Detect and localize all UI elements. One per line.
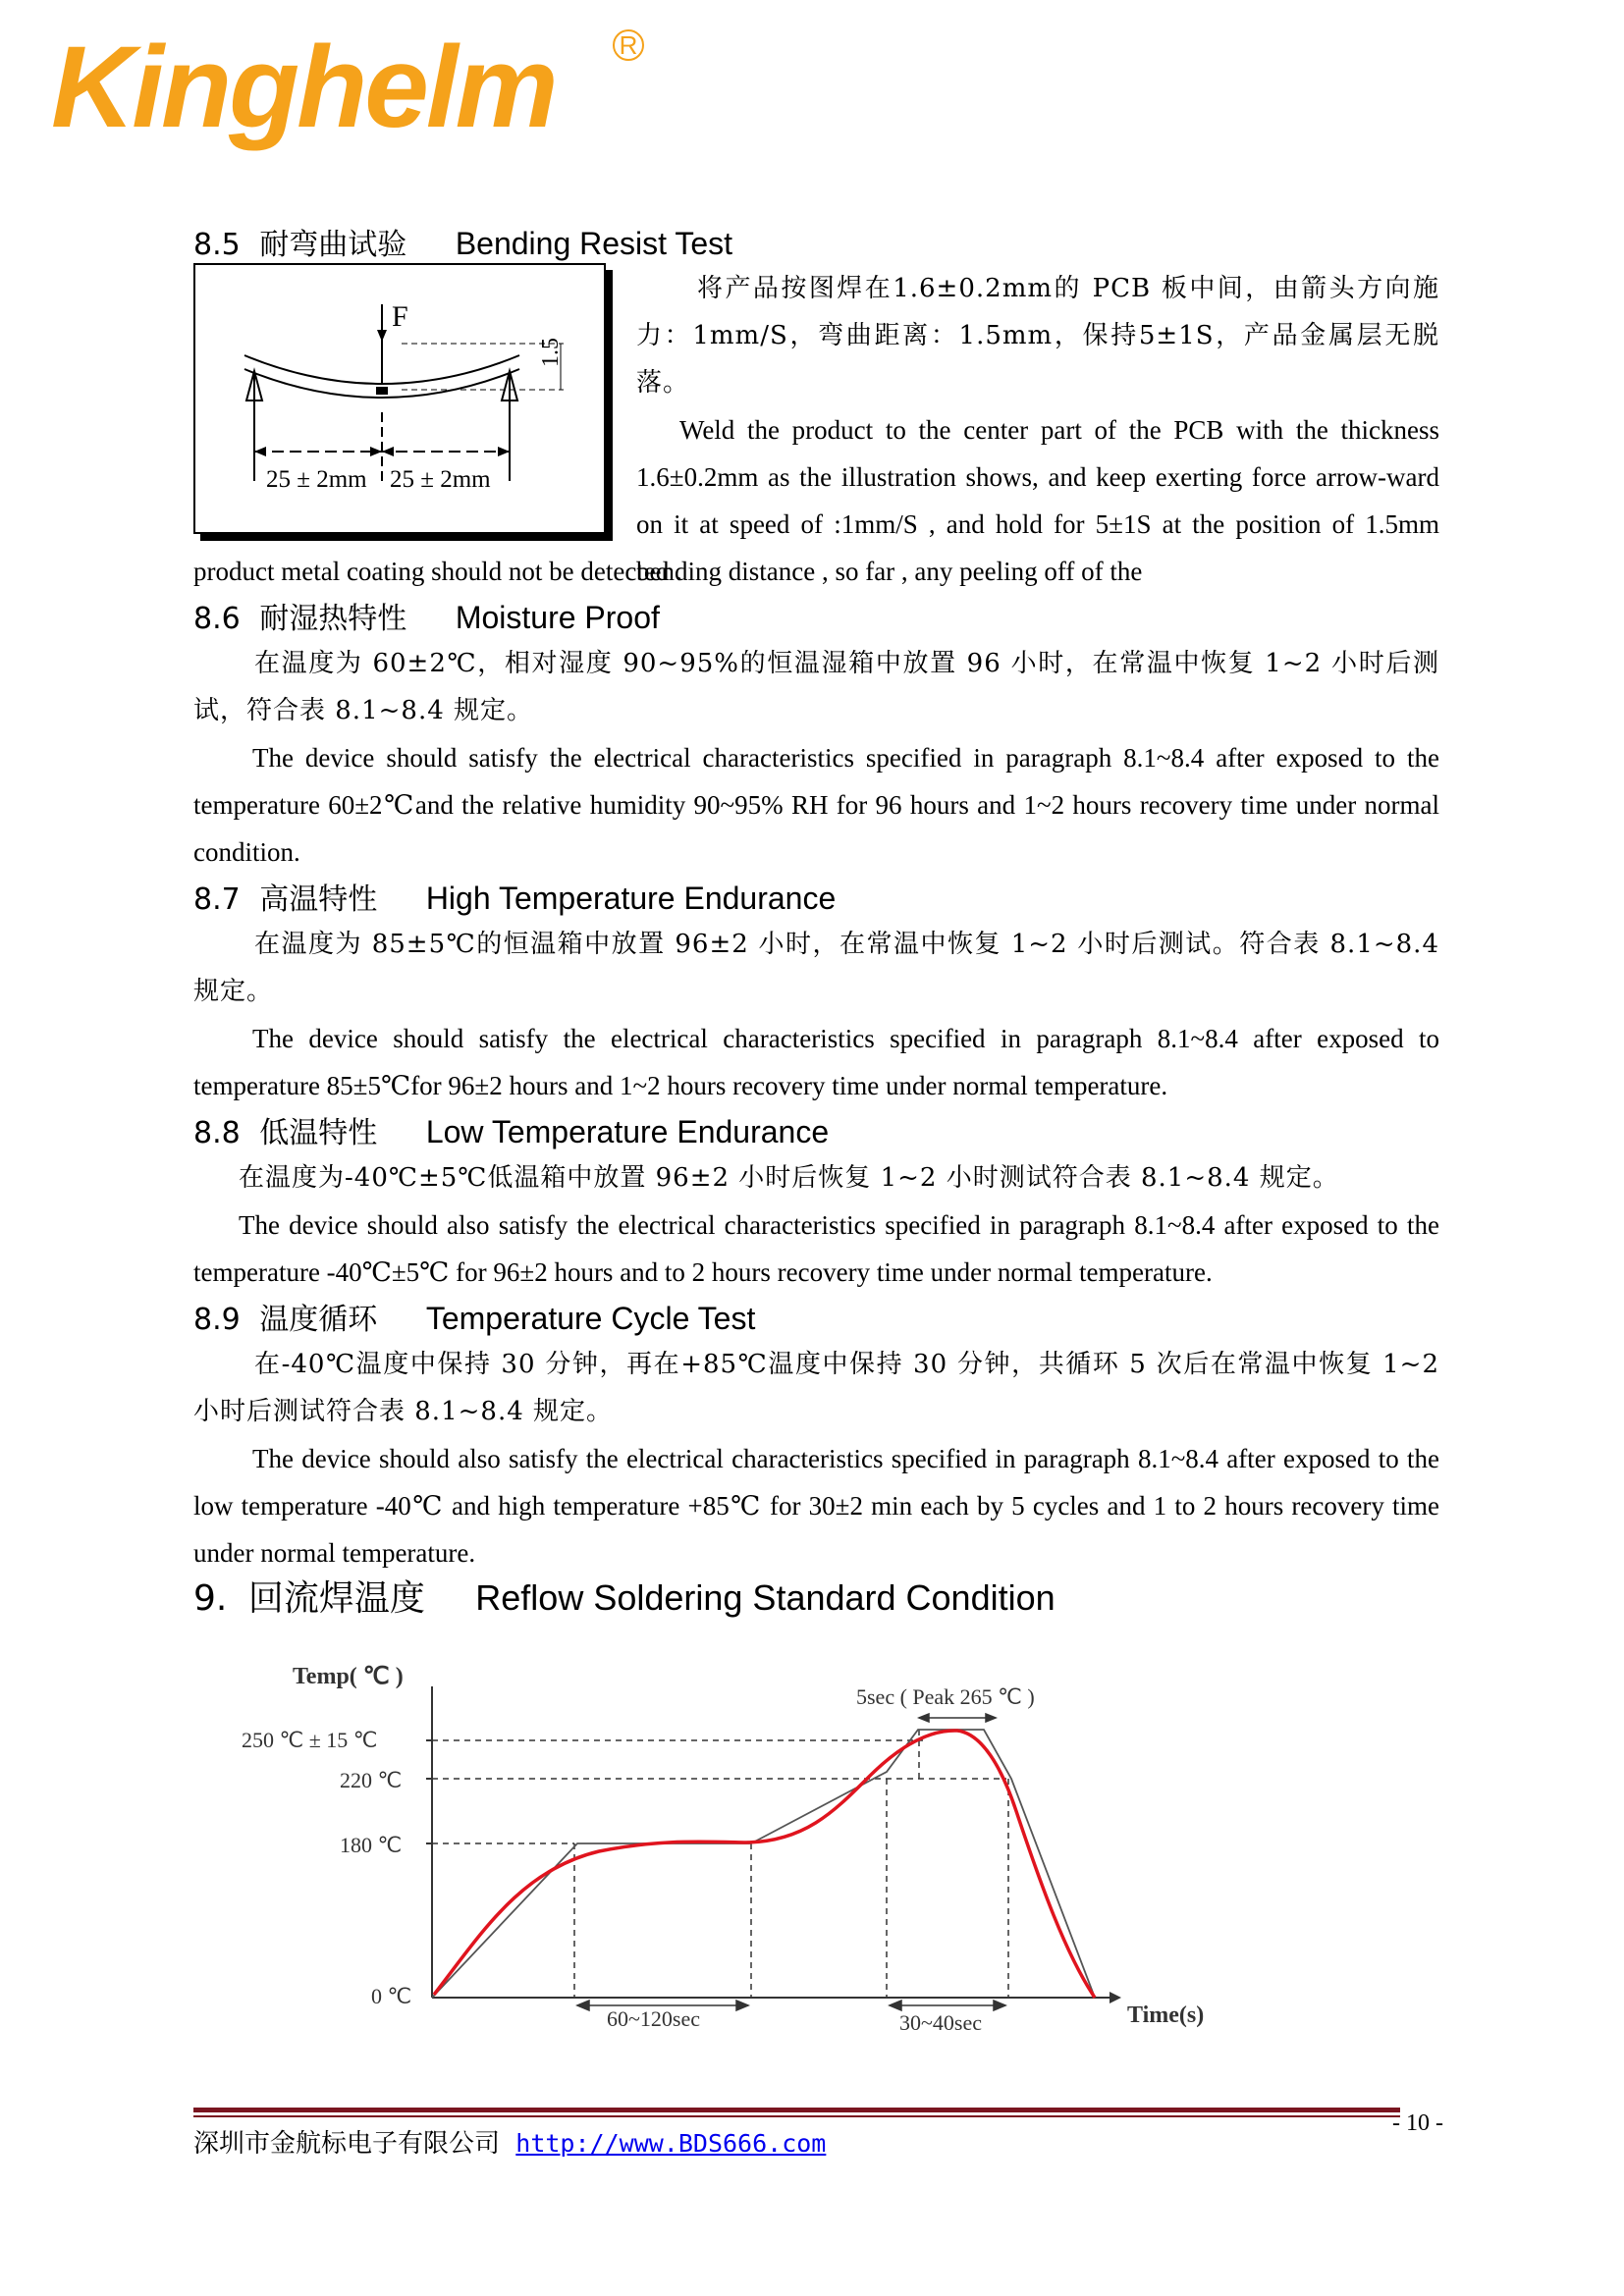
section-title-cn: 低温特性 [259,1116,378,1150]
section-title-cn: 耐湿热特性 [259,602,407,636]
page-number: - 10 - [1392,2110,1443,2136]
reflow-duration-label: 30~40sec [899,2010,982,2035]
section-8-9-cn-text: 在-40℃温度中保持 30 分钟，再在+85℃温度中保持 30 分钟，共循环 5 次后在常温中恢复 1~2 小时后测试符合表 8.1~8.4 规定。 [193,1350,1439,1426]
company-website-link[interactable]: http://www.BDS666.com [515,2129,827,2158]
section-number: 8.5 [193,228,241,262]
section-title-en: Bending Resist Test [455,226,733,261]
footer-text [193,2123,826,2160]
section-8-5-body [636,265,1439,595]
x-axis-label: Time(s) [1127,2002,1205,2028]
section-9-heading [193,1576,1056,1621]
section-title-en: High Temperature Endurance [425,881,837,916]
section-8-9-body [193,1341,1439,1576]
dim-left-label: 25 ± 2mm [266,466,367,493]
section-8-7-heading [193,879,836,920]
y-tick-0: 0 ℃ [371,1984,412,2008]
registered-mark: R [613,29,644,61]
force-label: F [392,300,408,333]
section-8-9-en-text: The device should also satisfy the electrical characteristics specified in paragraph 8.1~8.4 after exposed to the low temperature -40℃ and high temperature +85℃ for 30±2 min each by 5 cycles and 1 to 2 hours recovery time under normal temperature. [193,1444,1439,1568]
section-8-7-cn-text: 在温度为 85±5℃的恒温箱中放置 96±2 小时，在常温中恢复 1~2 小时后测试。符合表 8.1~8.4 规定。 [193,930,1439,1006]
section-8-5-en-text: Weld the product to the center part of the PCB with the thickness 1.6±0.2mm as the illustration shows, and keep exerting force arrow-ward on it at speed of :1mm/S , and hold for 5±1S at the position of 1.5mm bending distance , so far , any peeling off of the [636,415,1439,586]
footer-rule-thin [193,2115,1400,2117]
y-tick-250: 250 ℃ ± 15 ℃ [242,1728,378,1752]
section-8-6-heading [193,598,660,639]
y-tick-180: 180 ℃ [340,1833,403,1857]
section-8-8-heading [193,1112,829,1153]
section-title-cn: 耐弯曲试验 [259,228,407,262]
section-title-cn: 高温特性 [259,882,378,917]
section-8-8-cn-text: 在温度为-40℃±5℃低温箱中放置 96±2 小时后恢复 1~2 小时测试符合表 8.1~8.4 规定。 [239,1163,1339,1193]
section-number: 8.6 [193,602,241,636]
section-8-5-cn-text: 将产品按图焊在1.6±0.2mm的 PCB 板中间，由箭头方向施力：1mm/S，弯曲距离：1.5mm，保持5±1S，产品金属层无脱落。 [636,274,1439,398]
footer-rule [193,2108,1400,2112]
section-8-6-body [193,640,1439,876]
section-number: 8.9 [193,1303,241,1337]
bend-height-label: 1.5 [538,338,564,367]
section-8-9-heading [193,1299,755,1340]
section-title-en: Low Temperature Endurance [425,1114,830,1149]
preheat-duration-label: 60~120sec [607,2006,700,2031]
reflow-profile-curve [434,1731,1095,1998]
reflow-profile-chart [226,1649,1247,2052]
bending-test-figure [193,263,606,534]
dim-right-label: 25 ± 2mm [390,466,491,493]
section-number: 9. [193,1578,228,1619]
section-8-7-en-text: The device should satisfy the electrical characteristics specified in paragraph 8.1~8.4 after exposed to temperature 85±5℃for 96±2 hours and 1~2 hours recovery time under normal temperature. [193,1024,1439,1100]
section-8-6-cn-text: 在温度为 60±2℃，相对湿度 90~95%的恒温湿箱中放置 96 小时，在常温中恢复 1~2 小时后测试，符合表 8.1~8.4 规定。 [193,649,1439,725]
section-number: 8.7 [193,882,241,917]
section-title-en: Reflow Soldering Standard Condition [475,1577,1056,1618]
section-8-8-en-text: The device should also satisfy the electrical characteristics specified in paragraph 8.1~8.4 after exposed to the temperature -40℃±5℃ for 96±2 hours and to 2 hours recovery time under normal temperature. [193,1210,1439,1287]
section-8-8-body [193,1154,1439,1296]
section-title-cn: 温度循环 [259,1303,378,1337]
y-axis-label: Temp( ℃ ) [293,1664,404,1689]
company-name: 深圳市金航标电子有限公司 [193,2129,501,2159]
section-8-5-heading [193,224,732,265]
section-number: 8.8 [193,1116,241,1150]
y-tick-220: 220 ℃ [340,1768,403,1792]
section-8-6-en-text: The device should satisfy the electrical characteristics specified in paragraph 8.1~8.4 after exposed to the temperature 60±2℃and the relative humidity 90~95% RH for 96 hours and 1~2 hours recovery time under normal condition. [193,743,1439,867]
reference-profile-line [432,1730,1095,1998]
section-title-en: Moisture Proof [455,600,660,635]
section-8-7-body [193,921,1439,1109]
section-title-cn: 回流焊温度 [247,1578,425,1619]
kinghelm-logo: Kinghelm [51,23,556,152]
section-title-en: Temperature Cycle Test [425,1301,756,1336]
section-8-5-en-tail: product metal coating should not be detected . [193,557,682,586]
peak-annotation: 5sec ( Peak 265 ℃ ) [856,1684,1035,1709]
